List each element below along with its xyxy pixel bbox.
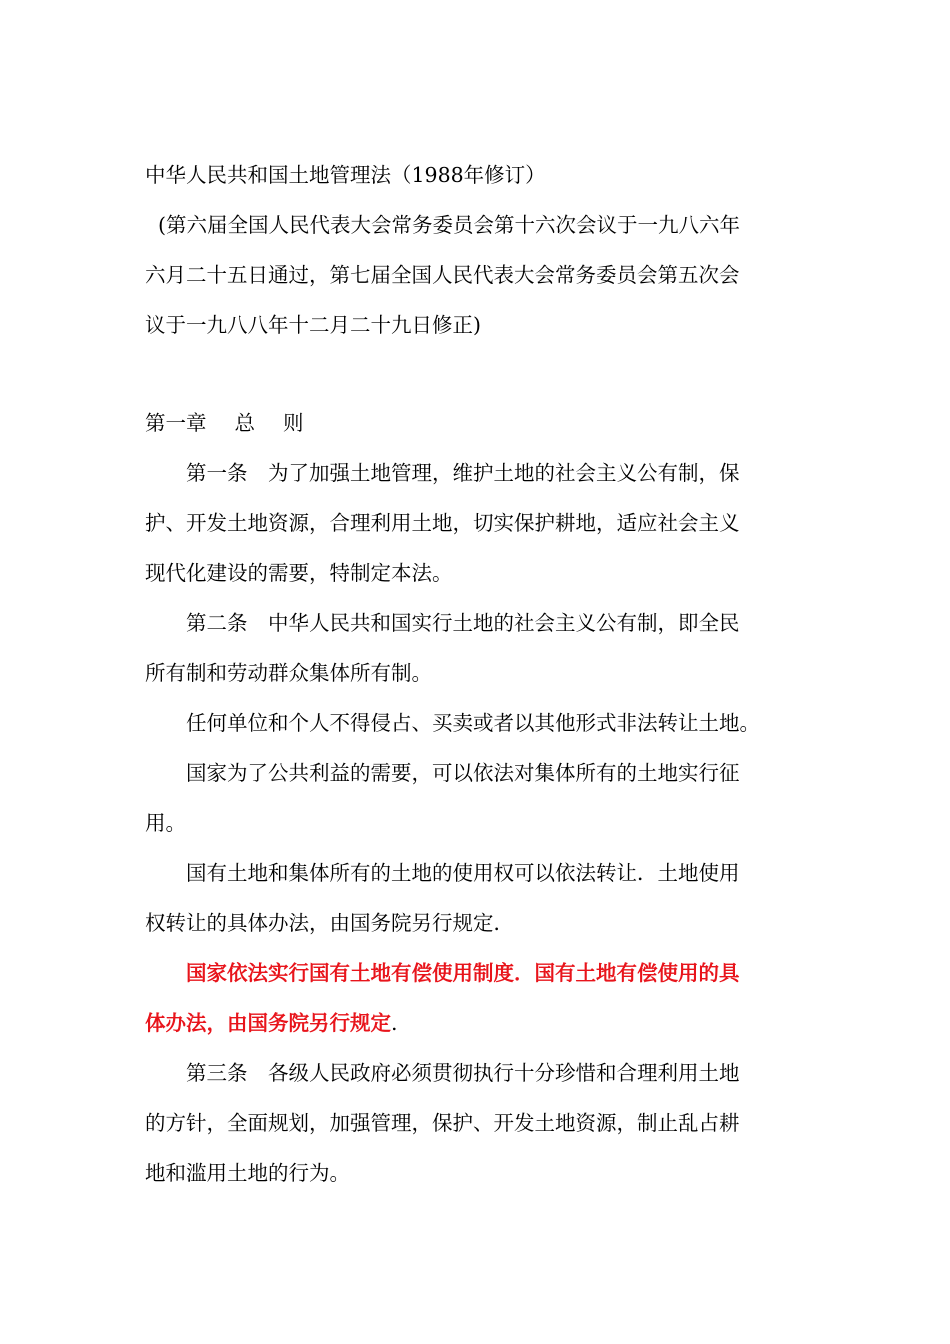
text-line: 现代化建设的需要，特制定本法。 [145, 561, 453, 585]
text-line: 的方针，全面规划，加强管理，保护、开发土地资源，制止乱占耕 [145, 1111, 740, 1135]
article-2-paragraph-2 [145, 698, 810, 748]
article-2 [145, 598, 810, 698]
revision-note [145, 200, 810, 350]
trailing-period: . [391, 1011, 398, 1035]
article-2-paragraph-4 [145, 848, 810, 948]
note-line: 六月二十五日通过，第七届全国人民代表大会常务委员会第五次会 [145, 263, 740, 287]
text-line: 国有土地和集体所有的土地的使用权可以依法转让．土地使用 [145, 861, 740, 885]
note-line: (第六届全国人民代表大会常务委员会第十六次会议于一九八六年 [145, 213, 741, 237]
chapter-number: 第一章 [145, 411, 207, 435]
text-line: 护、开发土地资源，合理利用土地，切实保护耕地，适应社会主义 [145, 511, 740, 535]
article-2-paragraph-5-highlighted [145, 948, 810, 1048]
text-line: 国家为了公共利益的需要，可以依法对集体所有的土地实行征 [145, 761, 740, 785]
text-line: 第一条 为了加强土地管理，维护土地的社会主义公有制，保 [145, 461, 740, 485]
chapter-name-b: 则 [283, 411, 304, 435]
text-line [145, 998, 810, 1048]
text-line: 地和滥用土地的行为。 [145, 1161, 350, 1185]
text-line: 第三条 各级人民政府必须贯彻执行十分珍惜和合理利用土地 [145, 1061, 740, 1085]
text-line: 国家依法实行国有土地有偿使用制度．国有土地有偿使用的具 [145, 961, 740, 985]
article-1 [145, 448, 810, 598]
chapter-name-a: 总 [234, 411, 255, 435]
text-line: 第二条 中华人民共和国实行土地的社会主义公有制，即全民 [145, 611, 740, 635]
article-3 [145, 1048, 810, 1198]
text-line: 任何单位和个人不得侵占、买卖或者以其他形式非法转让土地。 [145, 711, 760, 735]
text-line: 用。 [145, 811, 186, 835]
article-2-paragraph-3 [145, 748, 810, 848]
note-line: 议于一九八八年十二月二十九日修正) [145, 313, 481, 337]
document-title: 中华人民共和国土地管理法（1988年修订） [145, 163, 546, 187]
text-line: 所有制和劳动群众集体所有制。 [145, 661, 432, 685]
text-line: 权转让的具体办法，由国务院另行规定． [145, 911, 514, 935]
chapter-heading [145, 398, 810, 448]
highlighted-text: 体办法，由国务院另行规定 [145, 1011, 391, 1035]
